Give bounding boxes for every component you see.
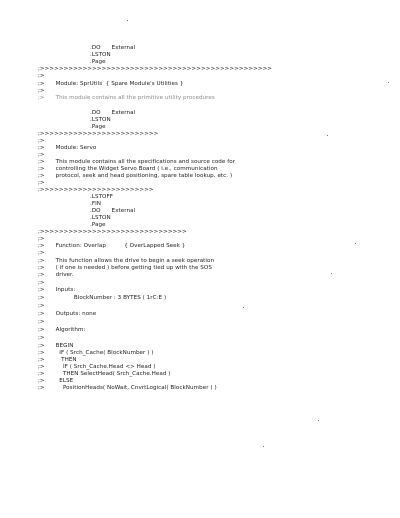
function-description: ;> This function allows the drive to begin a seek operation <box>38 258 215 264</box>
directive-line: .LSTOFF <box>90 194 114 200</box>
comment-line: ;> <box>38 303 45 309</box>
module-description: ;> controlling the Widget Servo Board ( i.e., communication <box>38 166 218 172</box>
scan-speck <box>388 82 389 83</box>
code-line: ;> THEN SelectHead( Srch_Cache.Head ) <box>38 371 171 377</box>
directive-line: .Page <box>90 222 106 228</box>
scan-speck <box>355 243 356 244</box>
directive-line: .DO External <box>90 45 136 51</box>
inputs-heading: ;> Inputs: <box>38 287 76 293</box>
separator-line: ;>>>>>>>>>>>>>>>>>>>>>>>>>>>>>>> <box>38 229 187 235</box>
code-line: ;> PositionHeads( NoWait, CnvrtLogical( BlockNumber ) ) <box>38 385 217 391</box>
code-line: ;> THEN <box>38 357 77 363</box>
code-line: ;> IF ( Srch_Cache( BlockNumber ) ) <box>38 350 154 356</box>
directive-line: .FIN <box>90 201 102 207</box>
comment-line: ;> <box>38 236 45 242</box>
module-description: ;> This module contains all the primitive utility procedures <box>38 95 215 101</box>
comment-line: ;> <box>38 88 45 94</box>
comment-line: ;> <box>38 319 45 325</box>
comment-line: ;> <box>38 250 45 256</box>
directive-line: .LSTON <box>90 117 111 123</box>
scan-speck <box>331 273 332 274</box>
module-title: ;> Module: SprUtils { Spare Module's Utilities } <box>38 81 184 87</box>
code-line: ;> BEGIN <box>38 343 74 349</box>
module-description: ;> protocol, seek and head positioning, spare table lookup, etc. ) <box>38 173 233 179</box>
function-description: ;> ( if one is needed ) before getting tied up with the SOS <box>38 265 212 271</box>
scan-speck <box>243 307 244 308</box>
comment-line: ;> <box>38 152 45 158</box>
separator-line: ;>>>>>>>>>>>>>>>>>>>>>>>>>>>>>>>>>>>>>>>>>>>>>>>>> <box>38 66 273 72</box>
directive-line: .LSTON <box>90 215 111 221</box>
directive-line: .DO External <box>90 208 136 214</box>
directive-line: .DO External <box>90 110 136 116</box>
scan-speck <box>318 420 319 421</box>
module-description: ;> This module contains all the specifications and source code for <box>38 159 236 165</box>
outputs-line: ;> Outputs: none <box>38 311 97 317</box>
directive-line: .Page <box>90 124 106 130</box>
comment-line: ;> <box>38 138 45 144</box>
comment-line: ;> <box>38 280 45 286</box>
function-description: ;> driver. <box>38 272 74 278</box>
separator-line: ;>>>>>>>>>>>>>>>>>>>>>>>> <box>38 187 154 193</box>
scan-speck <box>327 135 328 136</box>
comment-line: ;> <box>38 335 45 341</box>
code-line: ;> IF ( Srch_Cache.Head <> Head ) <box>38 364 156 370</box>
code-line: ;> ELSE <box>38 378 74 384</box>
directive-line: .Page <box>90 59 106 65</box>
input-parameter: ;> BlockNumber : 3 BYTES ( 1rC:E ) <box>38 295 167 301</box>
scan-speck <box>127 20 128 21</box>
function-title: ;> Function: Overlap { OverLapped Seek } <box>38 243 186 249</box>
separator-line: ;>>>>>>>>>>>>>>>>>>>>>>>>> <box>38 131 159 137</box>
algorithm-heading: ;> Algorithm: <box>38 327 86 333</box>
comment-line: ;> <box>38 73 45 79</box>
scan-speck <box>263 446 264 447</box>
module-title: ;> Module: Servo <box>38 145 97 151</box>
comment-line: ;> <box>38 180 45 186</box>
directive-line: .LSTON <box>90 52 111 58</box>
